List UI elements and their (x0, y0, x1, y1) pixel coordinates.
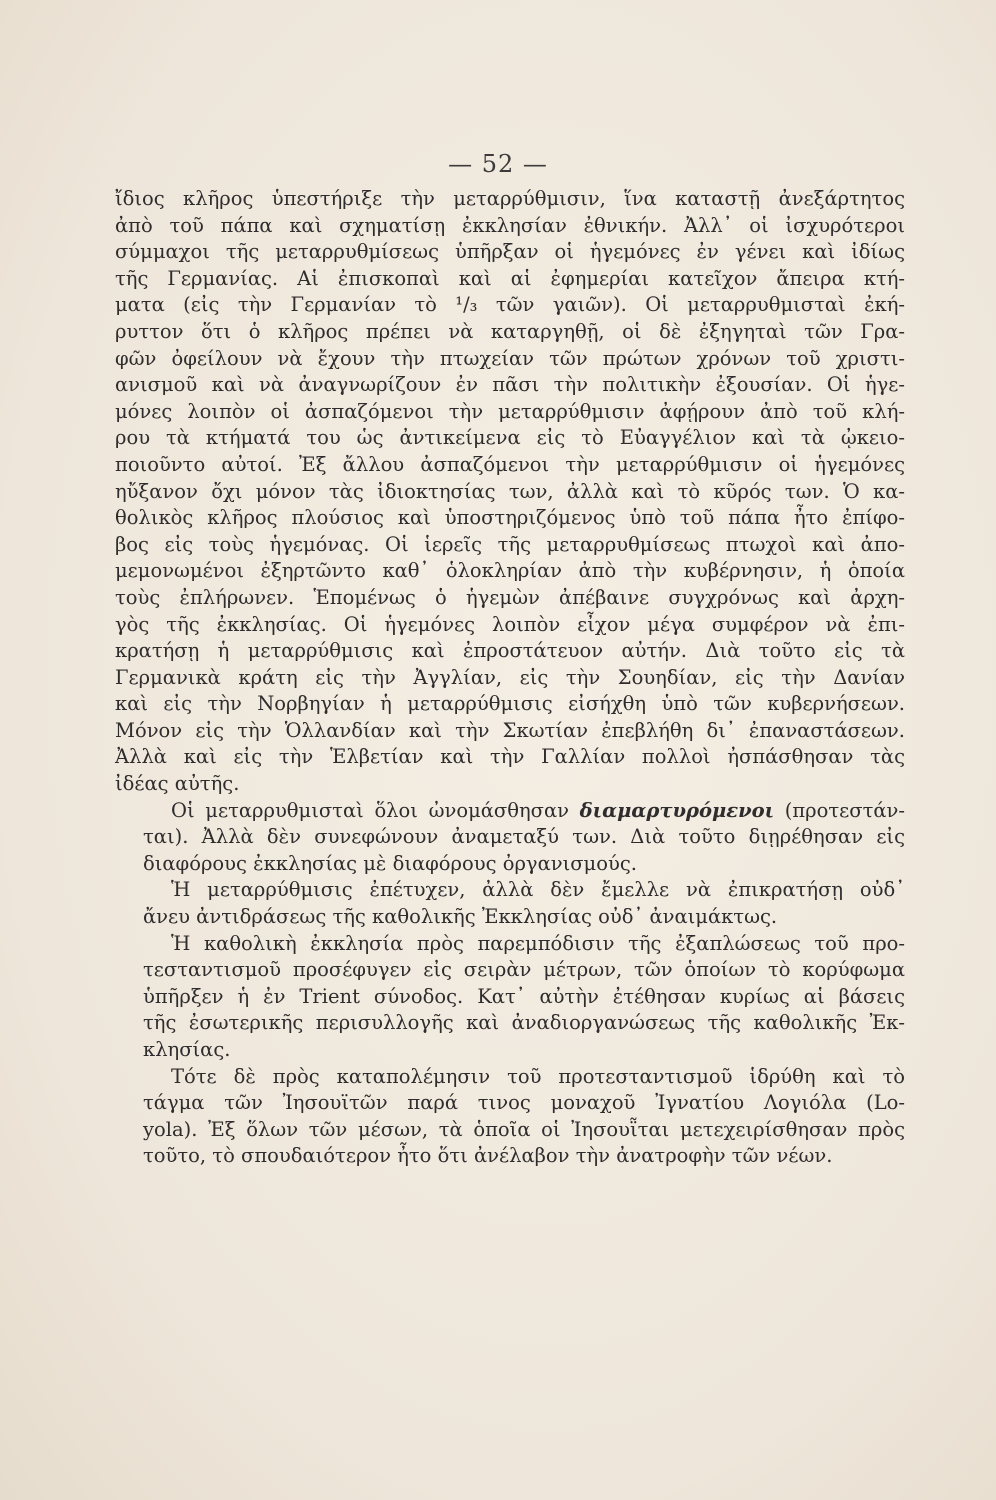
text-line: ανισμοῦ καὶ νὰ ἀναγνωρίζουν ἐν πᾶσι τὴν πολιτικὴν ἐξουσίαν. Οἱ ἡγε- (115, 373, 905, 397)
body-text (115, 186, 905, 1170)
text-line: ρου τὰ κτήματά του ὡς ἀντικείμενα εἰς τὸ Εὐαγγέλιον καὶ τὰ ᾠκειο- (115, 426, 905, 450)
text-line: ματα (εἰς τὴν Γερμανίαν τὸ ¹/₃ τῶν γαιῶν). Οἱ μεταρρυθμισταὶ ἐκή- (115, 293, 905, 317)
text-line: ἀπὸ τοῦ πάπα καὶ σχηματίσῃ ἐκκλησίαν ἐθνικήν. Ἀλλ᾿ οἱ ἰσχυρότεροι (115, 213, 905, 237)
text-line: κλησίας. (143, 1038, 231, 1061)
text-line: μεμονωμένοι ἐξηρτῶντο καθ᾿ ὁλοκληρίαν ἀπὸ τὴν κυβέρνησιν, ἡ ὁποία (115, 559, 905, 583)
text-line: τοὺς ἐπλήρωνεν. Ἑπομένως ὁ ἡγεμὼν ἀπέβαινε συγχρόνως καὶ ἀρχη- (115, 585, 905, 609)
text-line: καὶ εἰς τὴν Νορβηγίαν ἡ μεταρρύθμισις εἰσήχθη ὑπὸ τῶν κυβερνήσεων. (115, 692, 905, 716)
text-line: Ἀλλὰ καὶ εἰς τὴν Ἑλβετίαν καὶ τὴν Γαλλίαν πολλοὶ ἠσπάσθησαν τὰς (115, 745, 905, 769)
text-line: yola). Ἐξ ὅλων τῶν μέσων, τὰ ὁποῖα οἱ Ἰησουῗται μετεχειρίσθησαν πρὸς (143, 1117, 905, 1141)
text-line: Τότε δὲ πρὸς καταπολέμησιν τοῦ προτεσταντισμοῦ ἱδρύθη καὶ τὸ (171, 1064, 905, 1088)
text-line: ὑπῆρξεν ἡ ἐν Trient σύνοδος. Κατ᾿ αὐτὴν ἐτέθησαν κυρίως αἱ βάσεις (143, 984, 905, 1008)
text-line: ρυττον ὅτι ὁ κλῆρος πρέπει νὰ καταργηθῇ, οἱ δὲ ἐξηγηταὶ τῶν Γρα- (115, 319, 905, 343)
text-line: βος εἰς τοὺς ἡγεμόνας. Οἱ ἱερεῖς τῆς μεταρρυθμίσεως πτωχοὶ καὶ ἀπο- (115, 532, 905, 556)
paragraph (115, 931, 905, 1064)
text-line: τῆς ἐσωτερικῆς περισυλλογῆς καὶ ἀναδιοργανώσεως τῆς καθολικῆς Ἐκ- (143, 1011, 905, 1035)
text-line: Μόνον εἰς τὴν Ὁλλανδίαν καὶ τὴν Σκωτίαν ἐπεβλήθη δι᾿ ἐπαναστάσεων. (115, 718, 905, 742)
text-line: Ἡ μεταρρύθμισις ἐπέτυχεν, ἀλλὰ δὲν ἔμελλε νὰ ἐπικρατήσῃ οὐδ᾿ (171, 878, 905, 902)
text-line: σύμμαχοι τῆς μεταρρυθμίσεως ὑπῆρξαν οἱ ἡγεμόνες ἐν γένει καὶ ἰδίως (115, 240, 905, 264)
text-line: ποιοῦντο αὐτοί. Ἐξ ἄλλου ἀσπαζόμενοι τὴν μεταρρύθμισιν οἱ ἡγεμόνες (115, 452, 905, 476)
text-line: ἴδιος κλῆρος ὑπεστήριξε τὴν μεταρρύθμισιν, ἵνα καταστῇ ἀνεξάρτητος (115, 187, 905, 210)
text-line: θολικὸς κλῆρος πλούσιος καὶ ὑποστηριζόμενος ὑπὸ τοῦ πάπα ἦτο ἐπίφο- (115, 506, 905, 530)
text-line: τεσταντισμοῦ προσέφυγεν εἰς σειρὰν μέτρων, τῶν ὁποίων τὸ κορύφωμα (143, 958, 905, 982)
text-line: τῆς Γερμανίας. Αἱ ἐπισκοπαὶ καὶ αἱ ἐφημερίαι κατεῖχον ἄπειρα κτή- (115, 266, 905, 290)
paragraph (115, 798, 905, 878)
text-line: φῶν ὀφείλουν νὰ ἔχουν τὴν πτωχείαν τῶν πρώτων χρόνων τοῦ χριστι- (115, 346, 905, 370)
text-line: ται). Ἀλλὰ δὲν συνεφώνουν ἀναμεταξύ των. Διὰ τοῦτο διῃρέθησαν εἰς (143, 825, 905, 849)
text-line: ηὔξανον ὄχι μόνον τὰς ἰδιοκτησίας των, ἀλλὰ καὶ τὸ κῦρός των. Ὁ κα- (115, 479, 905, 503)
text-line: διαφόρους ἐκκλησίας μὲ διαφόρους ὀργανισμούς. (143, 851, 637, 875)
text-line: μόνες λοιπὸν οἱ ἀσπαζόμενοι τὴν μεταρρύθμισιν ἀφῄρουν ἀπὸ τοῦ κλή- (115, 399, 905, 423)
paragraph (115, 1064, 905, 1170)
text-line: ἄνευ ἀντιδράσεως τῆς καθολικῆς Ἐκκλησίας οὐδ᾿ ἀναιμάκτως. (143, 905, 778, 929)
text-line: Γερμανικὰ κράτη εἰς τὴν Ἀγγλίαν, εἰς τὴν Σουηδίαν, εἰς τὴν Δανίαν (115, 665, 905, 689)
page-number: — 52 — (448, 150, 548, 178)
text-line: τάγμα τῶν Ἰησουϊτῶν παρά τινος μοναχοῦ Ἰγνατίου Λογιόλα (Lo- (143, 1091, 905, 1115)
text-line: κρατήσῃ ἡ μεταρρύθμισις καὶ ἐπροστάτευον αὐτήν. Διὰ τοῦτο εἰς τὰ (115, 639, 905, 663)
text-line: ἰδέας αὐτῆς. (115, 772, 240, 796)
paragraph (115, 877, 905, 930)
text-line: γὸς τῆς ἐκκλησίας. Οἱ ἡγεμόνες λοιπὸν εἶχον μέγα συμφέρον νὰ ἐπι- (115, 612, 905, 636)
paragraph (115, 186, 905, 798)
text-line: Οἱ μεταρρυθμισταὶ ὅλοι ὠνομάσθησαν διαμαρτυρόμενοι (προτεστάν- (171, 798, 905, 822)
text-line: Ἡ καθολικὴ ἐκκλησία πρὸς παρεμπόδισιν τῆς ἐξαπλώσεως τοῦ προ- (171, 931, 905, 955)
text-line: τοῦτο, τὸ σπουδαιότερον ἦτο ὅτι ἀνέλαβον τὴν ἀνατροφὴν τῶν νέων. (143, 1144, 833, 1168)
